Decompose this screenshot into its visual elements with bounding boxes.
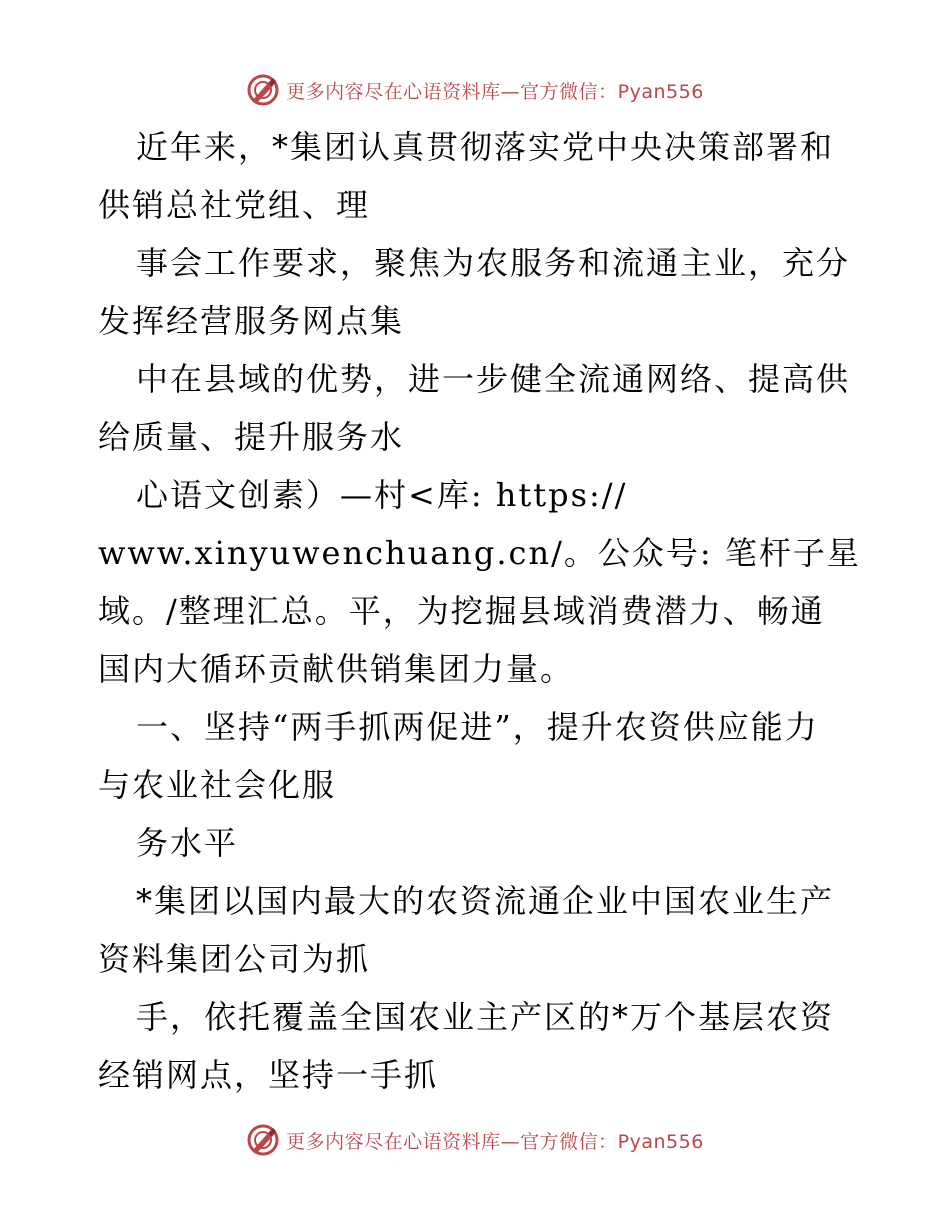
- text-line: 手，依托覆盖全国农业主产区的*万个基层农资: [136, 998, 835, 1036]
- text-line: 资料集团公司为抓: [98, 940, 371, 978]
- text-line: 给质量、提升服务水: [98, 418, 405, 456]
- text-line: 发挥经营服务网点集: [98, 302, 405, 340]
- header-banner: [0, 70, 950, 110]
- text-line: 域。/整理汇总。平，为挖掘县域消费潜力、畅通: [98, 592, 825, 630]
- text-line: 与农业社会化服: [98, 766, 337, 804]
- pen-logo-icon: [246, 73, 280, 107]
- pen-logo-icon: [246, 1123, 280, 1157]
- text-line: 经销网点，坚持一手抓: [98, 1056, 439, 1094]
- text-line: 一、坚持“两手抓两促进”，提升农资供应能力: [136, 708, 819, 746]
- text-line: *集团以国内最大的农资流通企业中国农业生产: [136, 882, 835, 920]
- header-banner-text: 更多内容尽在心语资料库—官方微信：Pyan556: [286, 80, 704, 103]
- text-line: 务水平: [136, 824, 239, 862]
- text-line: 国内大循环贡献供销集团力量。: [98, 650, 575, 688]
- text-line: www.xinyuwenchuang.cn/。公众号: 笔杆子星: [98, 534, 861, 572]
- footer-banner-text: 更多内容尽在心语资料库—官方微信：Pyan556: [286, 1130, 704, 1153]
- text-line: 心语文创素）—村<库: https://: [136, 476, 628, 514]
- text-line: 供销总社党组、理: [98, 186, 371, 224]
- document-body: [98, 118, 861, 1104]
- text-line: 事会工作要求，聚焦为农服务和流通主业，充分: [136, 244, 851, 282]
- text-line: 近年来，*集团认真贯彻落实党中央决策部署和: [136, 128, 835, 166]
- footer-banner: [0, 1120, 950, 1160]
- text-line: 中在县域的优势，进一步健全流通网络、提高供: [136, 360, 851, 398]
